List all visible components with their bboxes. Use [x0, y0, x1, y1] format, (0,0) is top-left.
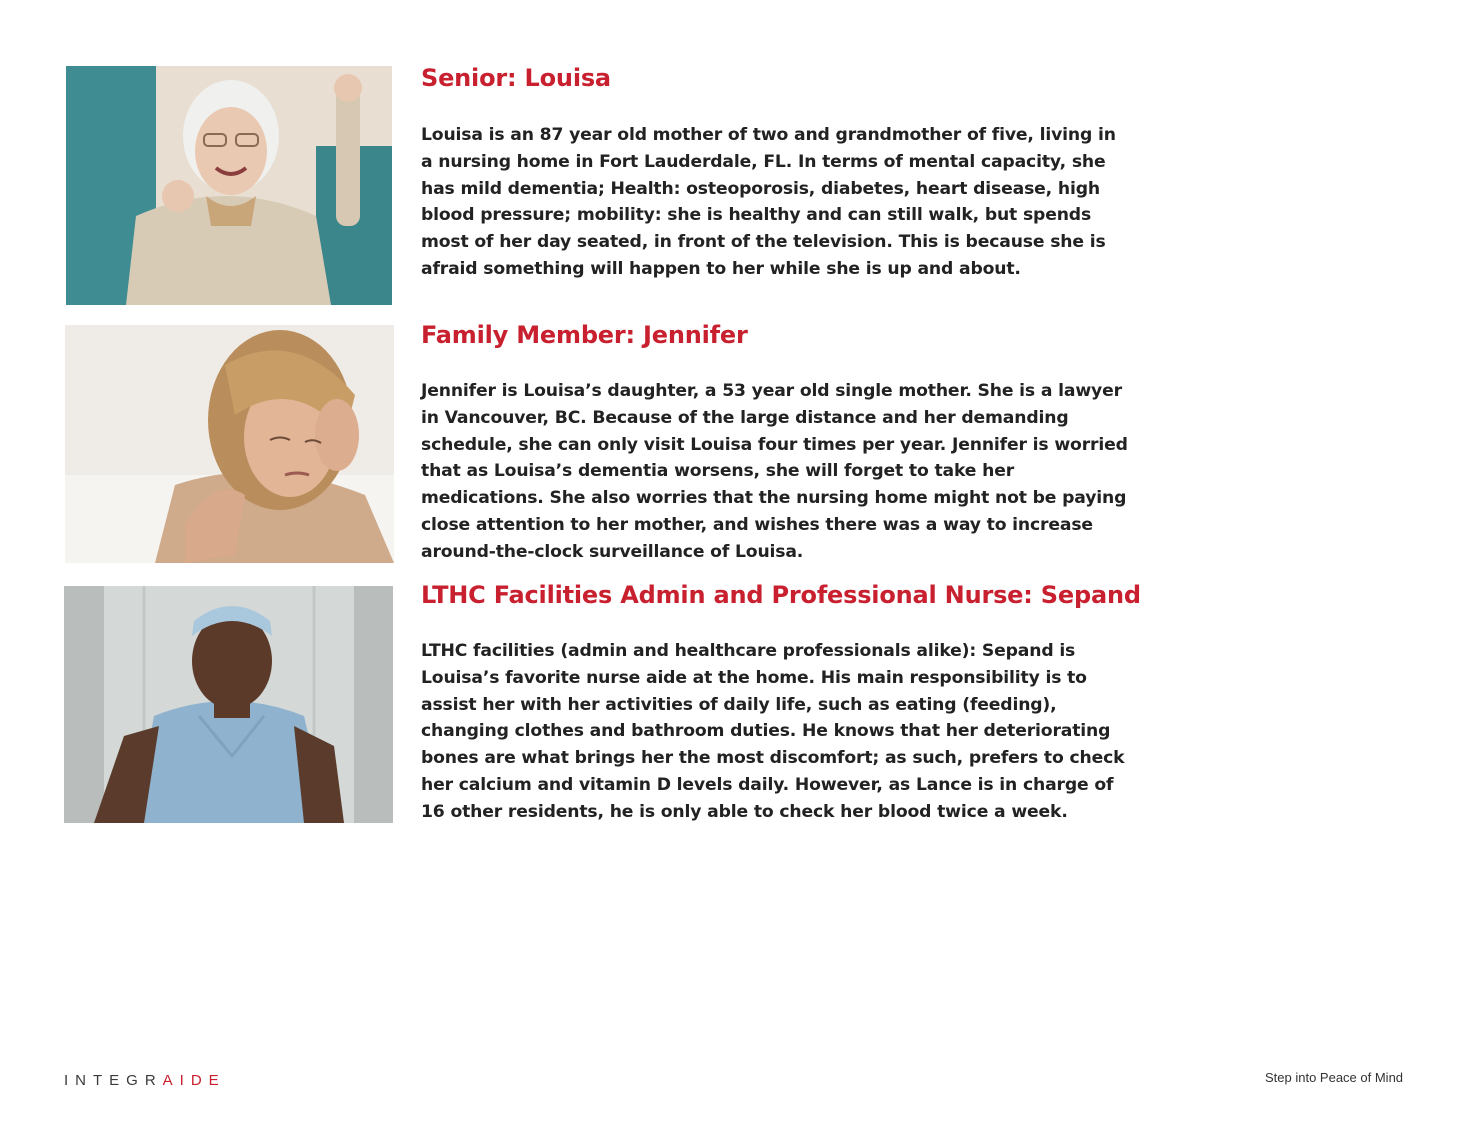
brand-logo	[64, 1072, 226, 1089]
jennifer-photo	[65, 325, 394, 563]
persona-heading: Family Member: Jennifer	[421, 321, 748, 349]
sepand-photo	[64, 586, 393, 823]
footer-tagline: Step into Peace of Mind	[1265, 1070, 1404, 1085]
persona-description: Louisa is an 87 year old mother of two and grandmother of five, living in a nursing home in Fort Lauderdale, FL. In terms of mental capacity, she has mild dementia; Health: osteoporosis, diabetes, heart disease, high blood pressure; mobility: she is healthy and can still walk, but spends most of her day seated, in front of the television. This is because she is afraid something will happen to her while she is up and about.	[421, 125, 1116, 279]
persona-description: Jennifer is Louisa’s daughter, a 53 year old single mother. She is a lawyer in Vancouver, BC. Because of the large distance and her demanding schedule, she can only visit Louisa four times per year. Jennifer is worried that as Louisa’s dementia worsens, she will forget to take her medications. She also worries that the nursing home might not be paying close attention to her mother, and wishes there was a way to increase around-the-clock surveillance of Louisa.	[421, 381, 1128, 562]
persona-heading: Senior: Louisa	[421, 64, 611, 92]
persona-heading: LTHC Facilities Admin and Professional Nurse: Sepand	[421, 581, 1141, 609]
louisa-photo	[66, 66, 392, 305]
persona-description: LTHC facilities (admin and healthcare professionals alike): Sepand is Louisa’s favorite nurse aide at the home. His main responsibility is to assist her with her activities of daily life, such as eating (feeding), changing clothes and bathroom duties. He knows that her deteriorating bones are what brings her the most discomfort; as such, prefers to check her calcium and vitamin D levels daily. However, as Lance is in charge of 16 other residents, he is only able to check her blood twice a week.	[421, 641, 1125, 822]
brand-logo-accent: AIDE	[162, 1072, 226, 1089]
brand-logo-prefix: INTEGR	[64, 1072, 163, 1089]
